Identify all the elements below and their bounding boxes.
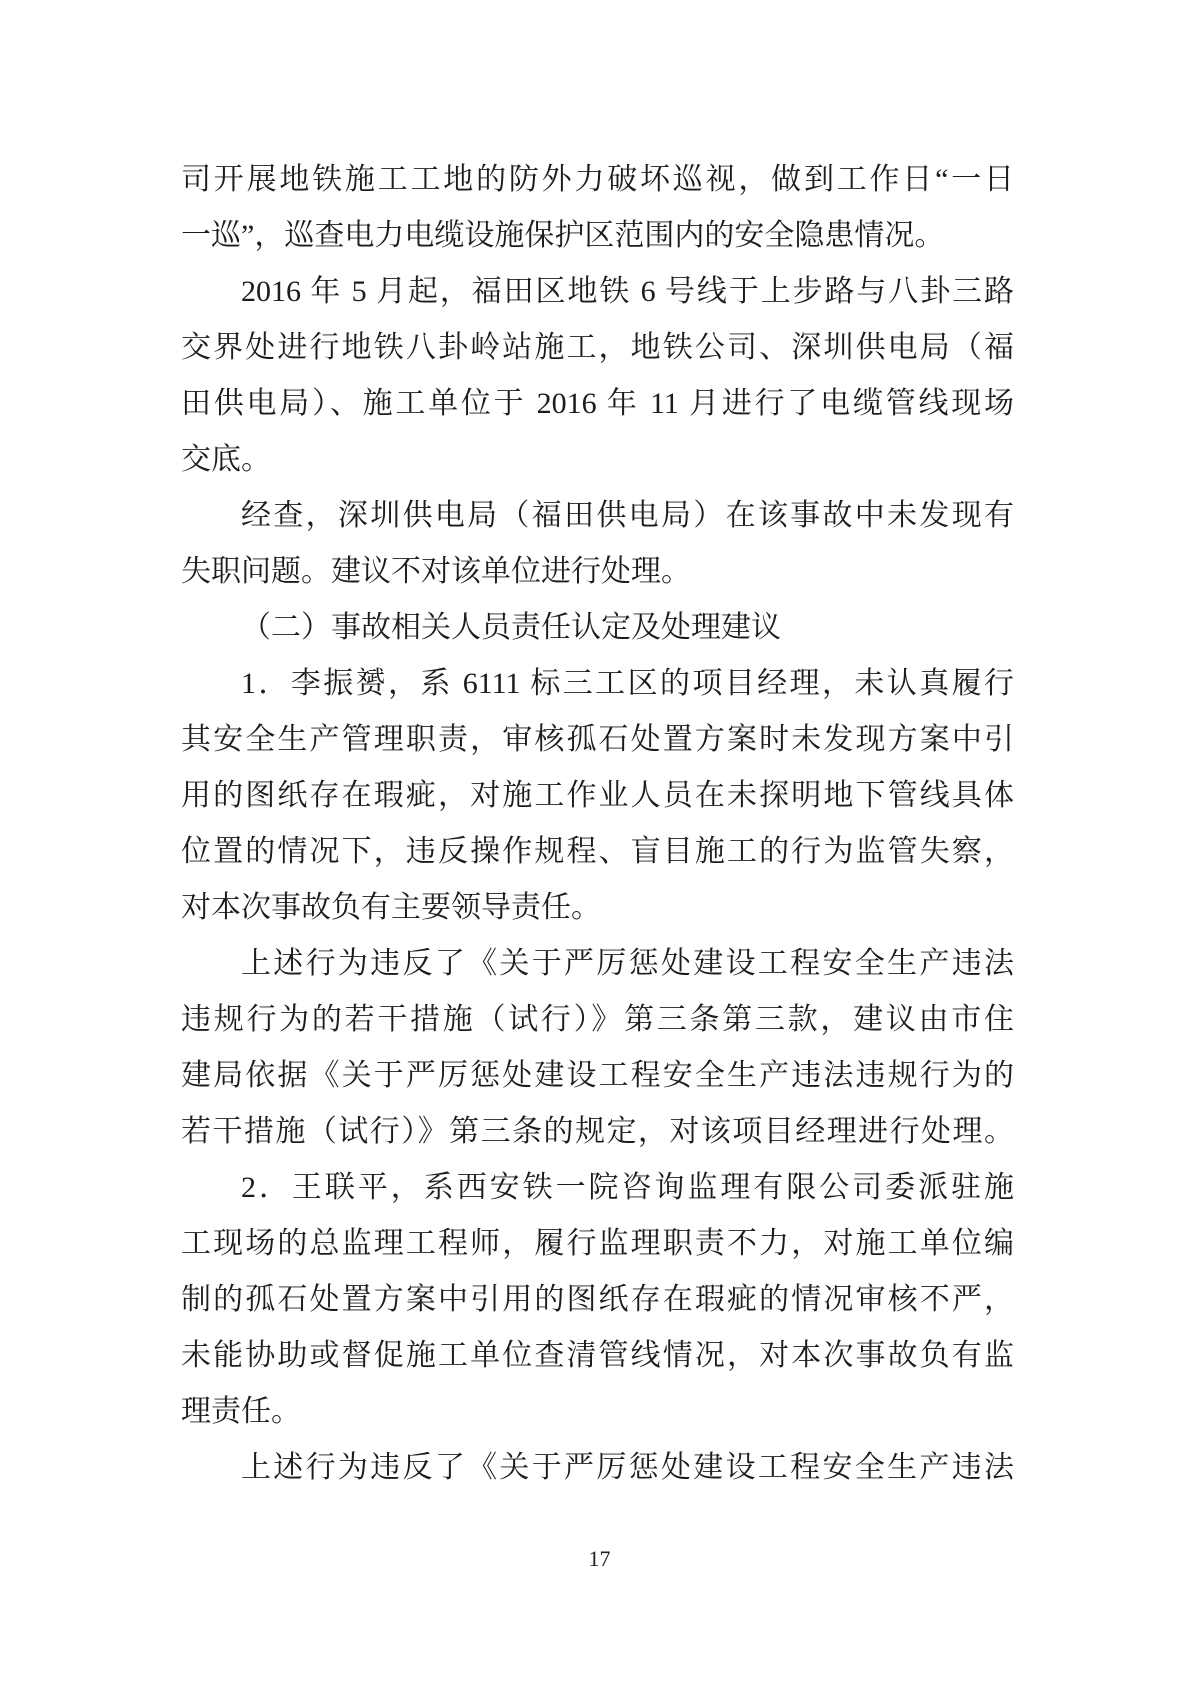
text-line: 2016 年 5 月起，福田区地铁 6 号线于上步路与八卦三路 bbox=[241, 275, 1014, 308]
text-line: 司开展地铁施工工地的防外力破坏巡视，做到工作日“一日 bbox=[181, 163, 1014, 196]
text-line: （二）事故相关人员责任认定及处理建议 bbox=[241, 611, 781, 644]
text-line: 2．王联平，系西安铁一院咨询监理有限公司委派驻施 bbox=[241, 1171, 1014, 1204]
text-line: 交界处进行地铁八卦岭站施工，地铁公司、深圳供电局（福 bbox=[181, 331, 1014, 364]
text-line: 上述行为违反了《关于严厉惩处建设工程安全生产违法 bbox=[241, 947, 1014, 980]
text-line: 制的孤石处置方案中引用的图纸存在瑕疵的情况审核不严， bbox=[181, 1283, 1014, 1316]
text-line: 理责任。 bbox=[181, 1395, 301, 1428]
text-line: 对本次事故负有主要领导责任。 bbox=[181, 891, 601, 924]
text-line: 上述行为违反了《关于严厉惩处建设工程安全生产违法 bbox=[241, 1451, 1014, 1484]
text-line: 未能协助或督促施工单位查清管线情况，对本次事故负有监 bbox=[181, 1339, 1014, 1372]
text-line: 田供电局）、施工单位于 2016 年 11 月进行了电缆管线现场 bbox=[181, 387, 1014, 420]
page-number: 17 bbox=[588, 1546, 611, 1571]
text-line: 交底。 bbox=[181, 443, 271, 476]
document-body bbox=[181, 152, 1014, 1496]
text-line: 经查，深圳供电局（福田供电局）在该事故中未发现有 bbox=[241, 499, 1014, 532]
text-line: 其安全生产管理职责，审核孤石处置方案时未发现方案中引 bbox=[181, 723, 1014, 756]
text-line: 用的图纸存在瑕疵，对施工作业人员在未探明地下管线具体 bbox=[181, 779, 1014, 812]
text-line: 工现场的总监理工程师，履行监理职责不力，对施工单位编 bbox=[181, 1227, 1014, 1260]
text-line: 一巡”，巡查电力电缆设施保护区范围内的安全隐患情况。 bbox=[181, 219, 945, 252]
text-line: 位置的情况下，违反操作规程、盲目施工的行为监管失察， bbox=[181, 835, 1014, 868]
text-line: 失职问题。建议不对该单位进行处理。 bbox=[181, 555, 691, 588]
text-line: 违规行为的若干措施（试行）》第三条第三款，建议由市住 bbox=[181, 1003, 1014, 1036]
text-line: 1．李振赟，系 6111 标三工区的项目经理，未认真履行 bbox=[241, 667, 1014, 700]
text-line: 建局依据《关于严厉惩处建设工程安全生产违法违规行为的 bbox=[181, 1059, 1014, 1092]
text-line: 若干措施（试行）》第三条的规定，对该项目经理进行处理。 bbox=[181, 1115, 1014, 1148]
